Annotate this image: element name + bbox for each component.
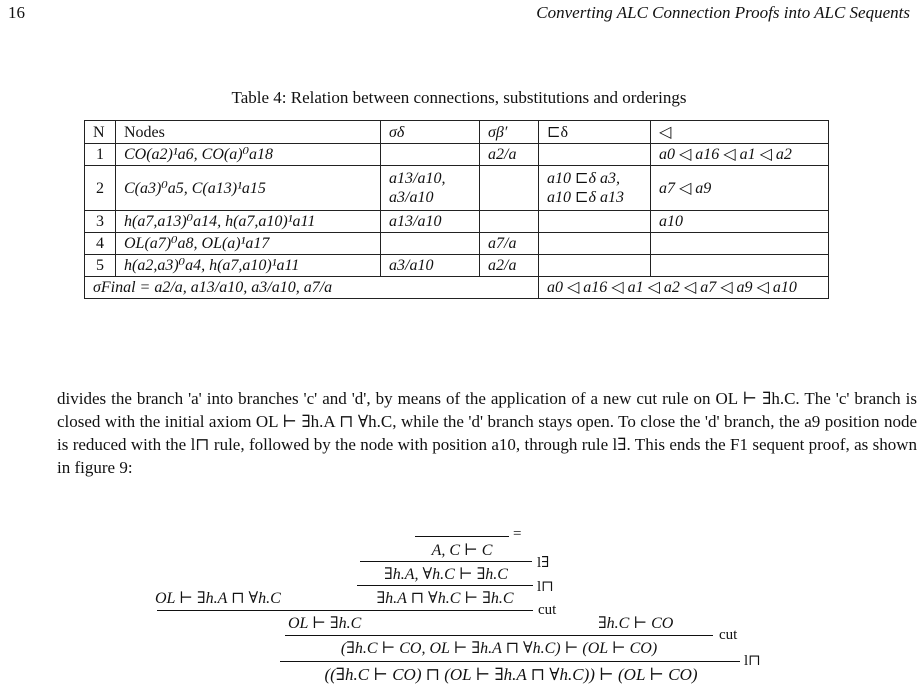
cell-nodes: h(a7,a13)⁰a14, h(a7,a10)¹a11 [116, 211, 381, 233]
table-row [85, 166, 829, 211]
col-header-sqsubset: ⊏δ [539, 121, 651, 144]
cell-nodes: h(a2,a3)⁰a4, h(a7,a10)¹a11 [116, 255, 381, 277]
table-final-row [85, 277, 829, 299]
cell-nodes: OL(a7)⁰a8, OL(a)¹a17 [116, 233, 381, 255]
cell-sqsubset: a10 ⊏δ a3, a10 ⊏δ a13 [539, 166, 651, 211]
sequent: ((∃h.C ⊢ CO) ⊓ (OL ⊢ ∃h.A ⊓ ∀h.C)) ⊢ (OL ⊢ CO) [324, 665, 698, 684]
table-header-row [85, 121, 829, 144]
final-ordering: a0 ◁ a16 ◁ a1 ◁ a2 ◁ a7 ◁ a9 ◁ a10 [539, 277, 829, 299]
inference-line [280, 661, 740, 662]
col-header-nodes: Nodes [116, 121, 381, 144]
inference-line [157, 610, 533, 611]
cell-sigma-beta: a2/a [480, 144, 539, 166]
sequent: A, C ⊢ C [431, 542, 493, 559]
rule-label: l⊓ [537, 579, 554, 595]
cell-order [651, 255, 829, 277]
cell-sigma-beta: a7/a [480, 233, 539, 255]
cell-sqsubset [539, 255, 651, 277]
cell-sigma-beta: a2/a [480, 255, 539, 277]
cell-sqsubset [539, 233, 651, 255]
cell-n: 3 [85, 211, 116, 233]
cell-sqsubset [539, 211, 651, 233]
cell-order: a10 [651, 211, 829, 233]
cell-sigma-delta: a3/a10 [381, 255, 480, 277]
cell-nodes: C(a3)⁰a5, C(a13)¹a15 [116, 166, 381, 211]
relation-table [84, 120, 829, 299]
rule-label: cut [538, 602, 557, 618]
cell-nodes: CO(a2)¹a6, CO(a)⁰a18 [116, 144, 381, 166]
col-header-sigma-beta: σβ′ [480, 121, 539, 144]
sequent: (∃h.C ⊢ CO, OL ⊢ ∃h.A ⊓ ∀h.C) ⊢ (OL ⊢ CO) [340, 640, 658, 657]
inference-line [357, 585, 533, 586]
rule-label: l⊓ [744, 653, 761, 669]
rule-label: = [513, 526, 522, 542]
table-row [85, 211, 829, 233]
sequent: ∃h.C ⊢ CO [598, 615, 674, 632]
body-paragraph: divides the branch 'a' into branches 'c' and 'd', by means of the application of a new cut rule on OL ⊢ ∃h.C. The 'c' branch is closed with the initial axiom OL ⊢ ∃h.A ⊓ ∀h.C, while the 'd' branch stays open. To close the 'd' branch, the a9 position node is reduced with the l⊓ rule, followed by the node with position a10, through rule l∃. This ends the F1 sequent proof, as shown in figure 9: [57, 389, 917, 477]
cell-order: a0 ◁ a16 ◁ a1 ◁ a2 [651, 144, 829, 166]
col-header-order: ◁ [651, 121, 829, 144]
table-row [85, 255, 829, 277]
table-row [85, 233, 829, 255]
cell-n: 1 [85, 144, 116, 166]
inference-line [285, 635, 713, 636]
rule-label: l∃ [537, 555, 550, 571]
table-row [85, 144, 829, 166]
final-substitution: σFinal = a2/a, a13/a10, a3/a10, a7/a [85, 277, 539, 299]
sequent: OL ⊢ ∃h.C [288, 615, 362, 632]
sequent: OL ⊢ ∃h.A ⊓ ∀h.C [155, 590, 281, 607]
cell-order [651, 233, 829, 255]
cell-sigma-delta [381, 233, 480, 255]
cell-sigma-delta: a13/a10, a3/a10 [381, 166, 480, 211]
cell-n: 5 [85, 255, 116, 277]
running-title: Converting ALC Connection Proofs into ALC Sequents [536, 3, 910, 22]
cell-sqsubset [539, 144, 651, 166]
page-number: 16 [8, 3, 25, 22]
sequent: ∃h.A, ∀h.C ⊢ ∃h.C [384, 566, 508, 583]
cell-sigma-beta [480, 166, 539, 211]
col-header-sigma-delta: σδ [381, 121, 480, 144]
cell-sigma-delta [381, 144, 480, 166]
sequent: ∃h.A ⊓ ∀h.C ⊢ ∃h.C [376, 590, 514, 607]
table-caption: Table 4: Relation between connections, substitutions and orderings [231, 88, 687, 107]
cell-sigma-beta [480, 211, 539, 233]
cell-n: 4 [85, 233, 116, 255]
cell-order: a7 ◁ a9 [651, 166, 829, 211]
inference-line [415, 536, 509, 537]
cell-n: 2 [85, 166, 116, 211]
col-header-n: N [85, 121, 116, 144]
cell-sigma-delta: a13/a10 [381, 211, 480, 233]
rule-label: cut [719, 627, 738, 643]
inference-line [360, 561, 532, 562]
